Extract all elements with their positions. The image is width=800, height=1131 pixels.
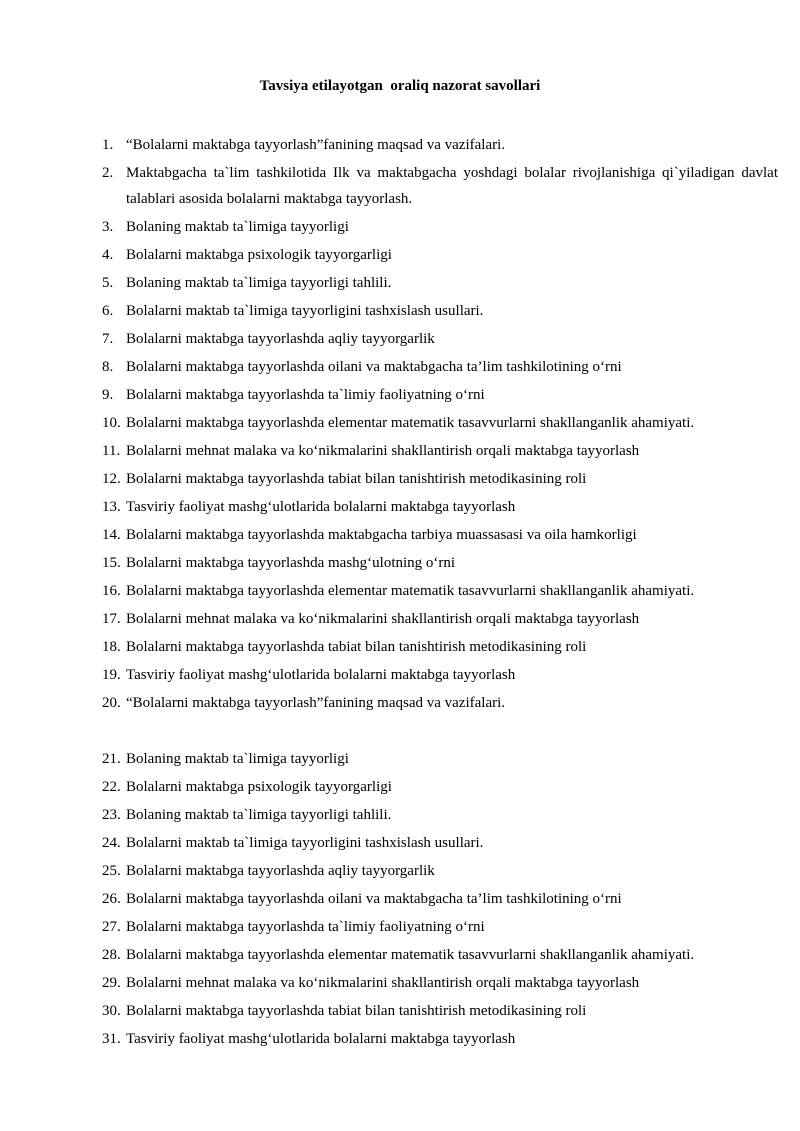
item-number: 19.	[102, 667, 121, 683]
list-item	[102, 633, 778, 661]
list-item	[102, 493, 778, 521]
item-text: Bolalarni maktabga tayyorlashda elementar matematik tasavvurlarni shakllanganlik ahamiyati.	[126, 947, 695, 963]
item-text: “Bolalarni maktabga tayyorlash”fanining maqsad va vazifalari.	[126, 137, 506, 153]
list-item	[102, 773, 778, 801]
item-number: 4.	[102, 247, 114, 263]
item-text: Bolalarni maktabga tayyorlashda aqliy tayyorgarlik	[126, 331, 435, 347]
list-item	[102, 829, 778, 857]
list-item	[102, 577, 778, 605]
list-item	[102, 241, 778, 269]
list-item	[102, 131, 778, 159]
item-text: Tasviriy faoliyat mashg‘ulotlarida bolalarni maktabga tayyorlash	[126, 499, 516, 515]
item-text: Bolalarni maktabga tayyorlashda oilani va maktabgacha ta’lim tashkilotining o‘rni	[126, 359, 622, 375]
list-item	[102, 689, 778, 717]
item-number: 29.	[102, 975, 121, 991]
item-number: 25.	[102, 863, 121, 879]
item-number: 23.	[102, 807, 121, 823]
item-text: Bolalarni maktabga tayyorlashda elementar matematik tasavvurlarni shakllanganlik ahamiyati.	[126, 415, 695, 431]
item-number: 5.	[102, 275, 114, 291]
item-text: Tasviriy faoliyat mashg‘ulotlarida bolalarni maktabga tayyorlash	[126, 1031, 516, 1047]
item-text: Bolalarni maktabga tayyorlashda maktabgacha tarbiya muassasasi va oila hamkorligi	[126, 527, 637, 543]
item-number: 2.	[102, 165, 114, 181]
item-text: Bolalarni maktabga tayyorlashda aqliy tayyorgarlik	[126, 863, 435, 879]
item-text: Bolalarni maktab ta`limiga tayyorligini tashxislash usullari.	[126, 303, 484, 319]
item-number: 17.	[102, 611, 121, 627]
list-item	[102, 521, 778, 549]
list-item	[102, 913, 778, 941]
item-number: 6.	[102, 303, 114, 319]
item-text: Bolalarni maktabga psixologik tayyorgarligi	[126, 779, 392, 795]
item-text: “Bolalarni maktabga tayyorlash”fanining maqsad va vazifalari.	[126, 695, 506, 711]
list-item	[102, 857, 778, 885]
list-item	[102, 549, 778, 577]
item-number: 30.	[102, 1003, 121, 1019]
item-text: Bolalarni mehnat malaka va ko‘nikmalarini shakllantirish orqali maktabga tayyorlash	[126, 975, 640, 991]
item-text: Bolalarni maktabga tayyorlashda mashg‘ulotning o‘rni	[126, 555, 456, 571]
item-text: Bolaning maktab ta`limiga tayyorligi tahlili.	[126, 275, 392, 291]
item-number: 22.	[102, 779, 121, 795]
item-number: 15.	[102, 555, 121, 571]
list-item	[102, 353, 778, 381]
item-text: Bolalarni maktabga tayyorlashda ta`limiy faoliyatning o‘rni	[126, 919, 485, 935]
item-number: 26.	[102, 891, 121, 907]
list-item	[102, 465, 778, 493]
list-item	[102, 745, 778, 773]
item-text: Tasviriy faoliyat mashg‘ulotlarida bolalarni maktabga tayyorlash	[126, 667, 516, 683]
list-item	[102, 269, 778, 297]
item-text: Bolalarni maktabga tayyorlashda tabiat bilan tanishtirish metodikasining roli	[126, 1003, 587, 1019]
list-item	[102, 409, 778, 437]
item-number: 11.	[102, 443, 121, 459]
question-list	[102, 131, 778, 1053]
item-text: Bolalarni maktabga tayyorlashda tabiat bilan tanishtirish metodikasining roli	[126, 639, 587, 655]
item-number: 1.	[102, 137, 114, 153]
item-number: 9.	[102, 387, 114, 403]
item-number: 20.	[102, 695, 121, 711]
item-number: 24.	[102, 835, 121, 851]
item-text: Bolaning maktab ta`limiga tayyorligi	[126, 751, 349, 767]
item-number: 28.	[102, 947, 121, 963]
item-text: Bolaning maktab ta`limiga tayyorligi	[126, 219, 349, 235]
item-number: 18.	[102, 639, 121, 655]
item-text: Bolalarni mehnat malaka va ko‘nikmalarini shakllantirish orqali maktabga tayyorlash	[126, 611, 640, 627]
item-number: 16.	[102, 583, 121, 599]
list-item	[102, 437, 778, 465]
item-text: Bolalarni maktabga tayyorlashda elementar matematik tasavvurlarni shakllanganlik ahamiyati.	[126, 583, 695, 599]
item-number: 10.	[102, 415, 121, 431]
item-number: 14.	[102, 527, 121, 543]
list-item	[102, 997, 778, 1025]
list-item	[102, 213, 778, 241]
list-item	[102, 381, 778, 409]
list-item	[102, 941, 778, 969]
item-number: 8.	[102, 359, 114, 375]
list-item	[102, 969, 778, 997]
list-item	[102, 297, 778, 325]
item-text: Bolalarni maktabga tayyorlashda tabiat bilan tanishtirish metodikasining roli	[126, 471, 587, 487]
item-number: 31.	[102, 1031, 121, 1047]
item-text: Bolalarni maktabga tayyorlashda ta`limiy faoliyatning o‘rni	[126, 387, 485, 403]
document-title: Tavsiya etilayotgan oraliq nazorat savollari	[259, 78, 541, 94]
item-number: 7.	[102, 331, 114, 347]
item-text: Bolalarni mehnat malaka va ko‘nikmalarini shakllantirish orqali maktabga tayyorlash	[126, 443, 640, 459]
item-text: Bolalarni maktabga psixologik tayyorgarligi	[126, 247, 392, 263]
list-item	[102, 325, 778, 353]
list-item	[102, 605, 778, 633]
item-number: 21.	[102, 751, 121, 767]
list-item	[102, 801, 778, 829]
list-item	[102, 1025, 778, 1053]
item-text: Bolalarni maktab ta`limiga tayyorligini tashxislash usullari.	[126, 835, 484, 851]
item-number: 3.	[102, 219, 114, 235]
item-number: 12.	[102, 471, 121, 487]
list-item	[102, 159, 778, 213]
item-text: Maktabgacha ta`lim tashkilotida Ilk va maktabgacha yoshdagi bolalar rivojlanishiga qi`yiladigan davlat talablari asosida bolalarni maktabga tayyorlash.	[126, 165, 778, 207]
list-item	[102, 661, 778, 689]
item-number: 27.	[102, 919, 121, 935]
item-number: 13.	[102, 499, 121, 515]
item-text: Bolaning maktab ta`limiga tayyorligi tahlili.	[126, 807, 392, 823]
item-text: Bolalarni maktabga tayyorlashda oilani va maktabgacha ta’lim tashkilotining o‘rni	[126, 891, 622, 907]
list-item	[102, 885, 778, 913]
